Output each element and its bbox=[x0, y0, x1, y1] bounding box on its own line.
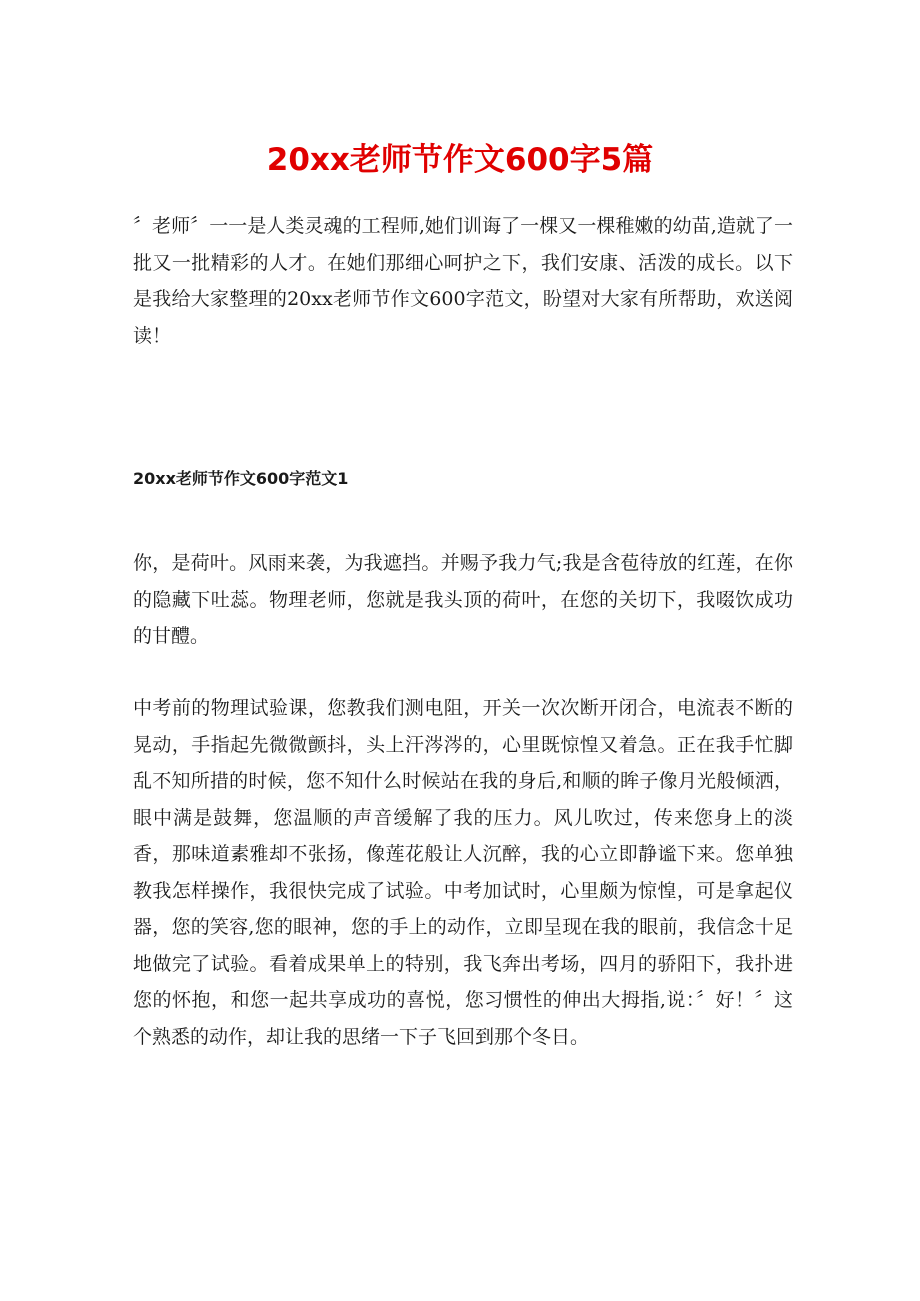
intro-paragraph: 〞老师〞一一是人类灵魂的工程师,她们训诲了一棵又一棵稚嫩的幼苗,造就了一批又一批精彩的人才。在她们那细心呵护之下，我们安康、活泼的成长。以下是我给大家整理的20xx老师节作文600字范文，盼望对大家有所帮助，欢送阅读！ bbox=[133, 215, 793, 347]
body-paragraph-1: 你，是荷叶。风雨来袭，为我遮挡。并赐予我力气;我是含苞待放的红莲，在你的隐藏下吐蕊。物理老师，您就是我头顶的荷叶，在您的关切下，我啜饮成功的甘醴。 bbox=[133, 552, 793, 647]
document-title: 20xx老师节作文600字5篇 bbox=[266, 142, 654, 178]
section-heading: 20xx老师节作文600字范文1 bbox=[133, 469, 349, 488]
body-paragraph-2: 中考前的物理试验课，您教我们测电阻，开关一次次断开闭合，电流表不断的晃动，手指起先微微颤抖，头上汗涔涔的，心里既惊惶又着急。正在我手忙脚乱不知所措的时候，您不知什么时候站在我的身后,和顺的眸子像月光般倾洒，眼中满是鼓舞，您温顺的声音缓解了我的压力。风儿吹过，传来您身上的淡香，那味道素雅却不张扬，像莲花般让人沉醉，我的心立即静谧下来。您单独教我怎样操作，我很快完成了试验。中考加试时，心里颇为惊惶，可是拿起仪器，您的笑容,您的眼神，您的手上的动作，立即呈现在我的眼前，我信念十足地做完了试验。看着成果单上的特别，我飞奔出考场，四月的骄阳下，我扑进您的怀抱，和您一起共享成功的喜悦，您习惯性的伸出大拇指,说：〞好！〞这个熟悉的动作，却让我的思绪一下子飞回到那个冬日。 bbox=[133, 697, 793, 1048]
